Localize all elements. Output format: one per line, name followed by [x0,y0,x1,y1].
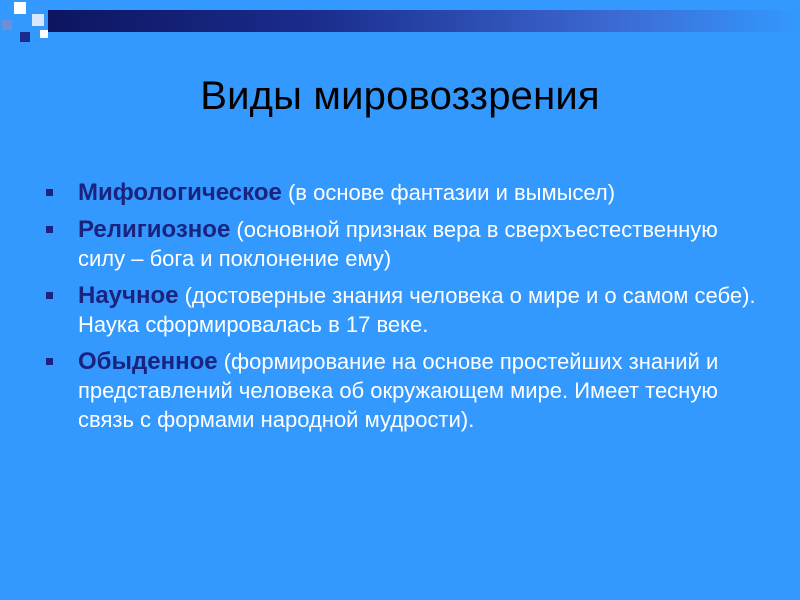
item-description: (в основе фантазии и вымысел) [281,180,616,205]
bullet-list [46,178,766,442]
decor-square-icon [32,14,44,26]
item-term: Мифологическое [78,179,282,206]
item-description: (формирование на основе простейших знаний и представлений человека об окружающем мире. Имеет тесную связь с формами народной мудрости). [78,349,719,432]
decor-square-icon [14,2,26,14]
item-description: (основной признак вера в сверхъестественную силу – бога и поклонение ему) [78,217,718,271]
decor-square-icon [20,32,30,42]
square-bullet-icon [46,226,53,233]
decor-square-icon [2,20,12,30]
square-bullet-icon [46,189,53,196]
list-item [46,347,766,434]
item-description: (достоверные знания человека о мире и о самом себе). Наука сформировалась в 17 веке. [78,283,756,337]
decor-square-icon [40,30,48,38]
header-gradient-stripe [48,10,800,32]
square-bullet-icon [46,292,53,299]
list-item [46,178,766,207]
list-item [46,281,766,339]
square-bullet-icon [46,358,53,365]
item-term: Научное [78,282,179,309]
item-term: Религиозное [78,216,231,243]
list-item [46,215,766,273]
header-decoration [0,0,800,50]
item-term: Обыденное [78,348,218,375]
slide-title: Виды мировоззрения [200,74,600,118]
